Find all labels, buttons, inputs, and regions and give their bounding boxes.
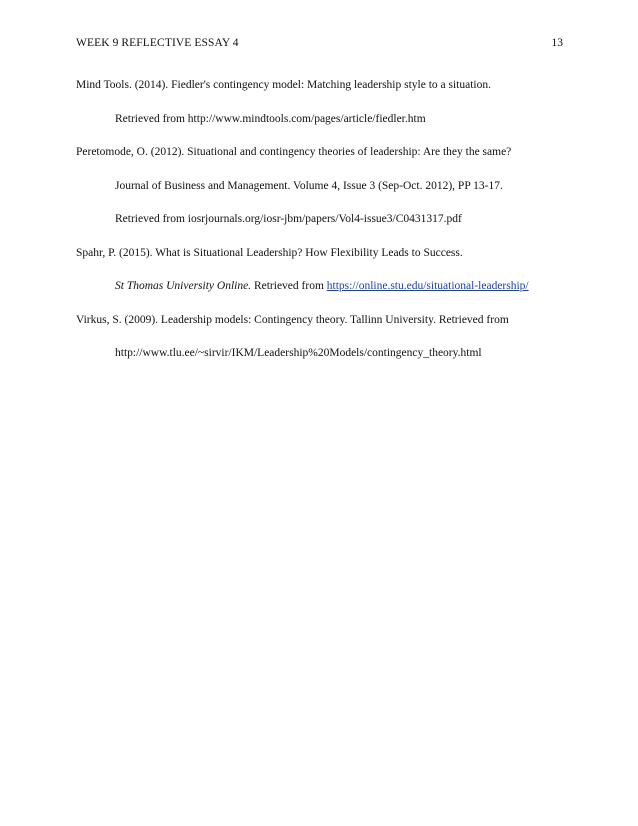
reference-link[interactable]: https://online.stu.edu/situational-leadership/: [326, 280, 529, 292]
running-head: WEEK 9 REFLECTIVE ESSAY 4: [76, 37, 239, 49]
reference-entry-peretomode: [76, 136, 566, 237]
reference-line: Retrieved from http://www.mindtools.com/pages/article/fiedler.htm: [115, 112, 426, 125]
reference-line: Retrieved from iosrjournals.org/iosr-jbm/papers/Vol4-issue3/C0431317.pdf: [115, 213, 462, 225]
reference-line: http://www.tlu.ee/~sirvir/IKM/Leadership%20Models/contingency_theory.html: [115, 347, 482, 359]
reference-line: Virkus, S. (2009). Leadership models: Contingency theory. Tallinn University. Retrieved from: [76, 313, 509, 326]
reference-line: Spahr, P. (2015). What is Situational Leadership? How Flexibility Leads to Success.: [76, 246, 463, 259]
source-title: St Thomas University Online.: [115, 280, 252, 292]
reference-entry-spahr: [76, 237, 566, 304]
reference-line: Mind Tools. (2014). Fiedler's contingency model: Matching leadership style to a situation.: [76, 79, 491, 91]
reference-entry-mind-tools: [76, 69, 566, 136]
reference-line: Peretomode, O. (2012). Situational and contingency theories of leadership: Are they the same?: [76, 146, 512, 158]
reference-entry-virkus: [76, 304, 566, 371]
reference-source-line: [76, 270, 566, 304]
reference-line: Journal of Business and Management. Volume 4, Issue 3 (Sep-Oct. 2012), PP 13-17.: [115, 179, 503, 192]
page-number: 13: [551, 37, 563, 49]
references-list: [76, 69, 566, 371]
retrieved-text: Retrieved from: [251, 280, 327, 292]
